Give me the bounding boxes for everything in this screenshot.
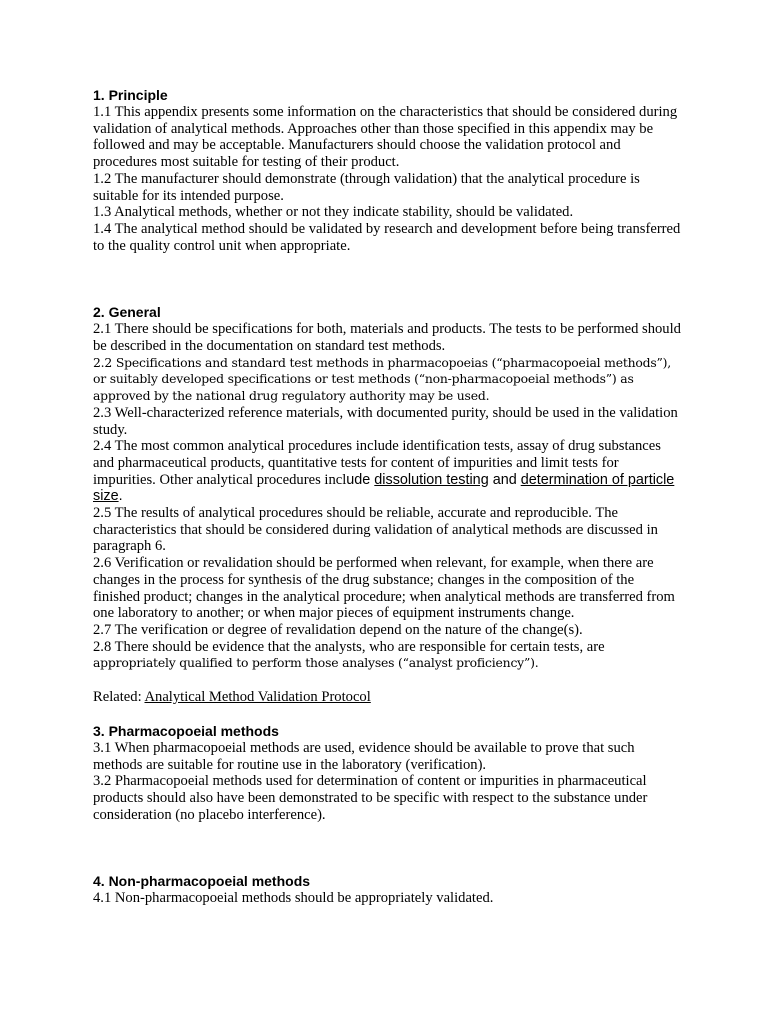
section-heading-principle: 1. Principle: [93, 87, 168, 103]
section-spacer: [93, 706, 683, 723]
related-label: Related:: [93, 689, 145, 706]
related-link[interactable]: Analytical Method Validation Protocol: [144, 689, 371, 706]
paragraph-2-8-line-2: appropriately qualified to perform those analyses (“analyst proficiency”).: [93, 655, 539, 671]
paragraph-3-2: 3.2 Pharmacopoeial methods used for determination of content or impurities in pharmaceutical products should also have been demonstrated to be specific with respect to the substance under consideration (no placebo interference).: [93, 773, 648, 823]
paragraph-2-7: 2.7 The verification or degree of revalidation depend on the nature of the change(s).: [93, 621, 583, 638]
paragraph-2-1: 2.1 There should be specifications for both, materials and products. The tests to be performed should be described in the documentation on standard test methods.: [93, 321, 681, 355]
related-line: [93, 689, 683, 706]
paragraph-3-1: 3.1 When pharmacopoeial methods are used, evidence should be available to prove that such methods are suitable for routine use in the laboratory (verification).: [93, 739, 635, 773]
paragraph-2-4-end: .: [118, 488, 123, 505]
related-spacer: [93, 672, 683, 689]
paragraph-2-4-text: 2.4 The most common analytical procedures include identification tests, assay of drug substances and pharmaceutical products, quantitative tests for content of impurities and limit tests for impurities. Other analytical procedures incl: [93, 438, 661, 488]
section-heading-pharmacopoeial: 3. Pharmacopoeial methods: [93, 722, 279, 739]
paragraph-2-8-line-1: 2.8 There should be evidence that the analysts, who are responsible for certain tests, are: [93, 638, 605, 655]
paragraph-1-4: 1.4 The analytical method should be validated by research and development before being transferred to the quality control unit when appropriate.: [93, 220, 681, 254]
paragraph-4-1: 4.1 Non-pharmacopoeial methods should be appropriately validated.: [93, 890, 494, 907]
dissolution-testing-link[interactable]: dissolution testing: [374, 471, 489, 488]
section-spacer: [93, 823, 683, 873]
paragraph-1-2: 1.2 The manufacturer should demonstrate (through validation) that the analytical procedure is suitable for its intended purpose.: [93, 170, 640, 204]
particle-size-link[interactable]: determination of particle size: [93, 471, 675, 505]
paragraph-2-4-and: and: [488, 471, 521, 488]
section-heading-general: 2. General: [93, 304, 161, 321]
document-body: [93, 87, 683, 907]
paragraph-2-5: 2.5 The results of analytical procedures should be reliable, accurate and reproducible. The characteristics that should be considered during validation of analytical methods are discussed in paragraph 6.: [93, 505, 658, 555]
section-spacer: [93, 254, 683, 304]
section-heading-non-pharmacopoeial: 4. Non-pharmacopoeial methods: [93, 873, 311, 890]
paragraph-2-4: [93, 438, 683, 505]
paragraph-2-3: 2.3 Well-characterized reference materials, with documented purity, should be used in the validation study.: [93, 404, 678, 438]
paragraph-1-3: 1.3 Analytical methods, whether or not they indicate stability, should be validated.: [93, 204, 574, 221]
paragraph-2-6: 2.6 Verification or revalidation should be performed when relevant, for example, when there are changes in the process for synthesis of the drug substance; changes in the composition of the finished product; changes in the analytical procedure; when analytical methods are transferred from one laboratory to another; or when major pieces of equipment instruments change.: [93, 555, 675, 622]
paragraph-1-1: 1.1 This appendix presents some information on the characteristics that should be considered during validation of analytical methods. Approaches other than those specified in this appendix may be followed and may be acceptable. Manufacturers should choose the validation protocol and procedures most suitable for testing of their product.: [93, 104, 678, 171]
paragraph-2-2: 2.2 Specifications and standard test methods in pharmacopoeias (“pharmacopoeial methods”), or suitably developed specifications or test methods (“non-pharmacopoeial methods”) as approved by the national drug regulatory authority may be used.: [93, 354, 672, 404]
paragraph-2-4-ude: ude: [346, 471, 375, 488]
